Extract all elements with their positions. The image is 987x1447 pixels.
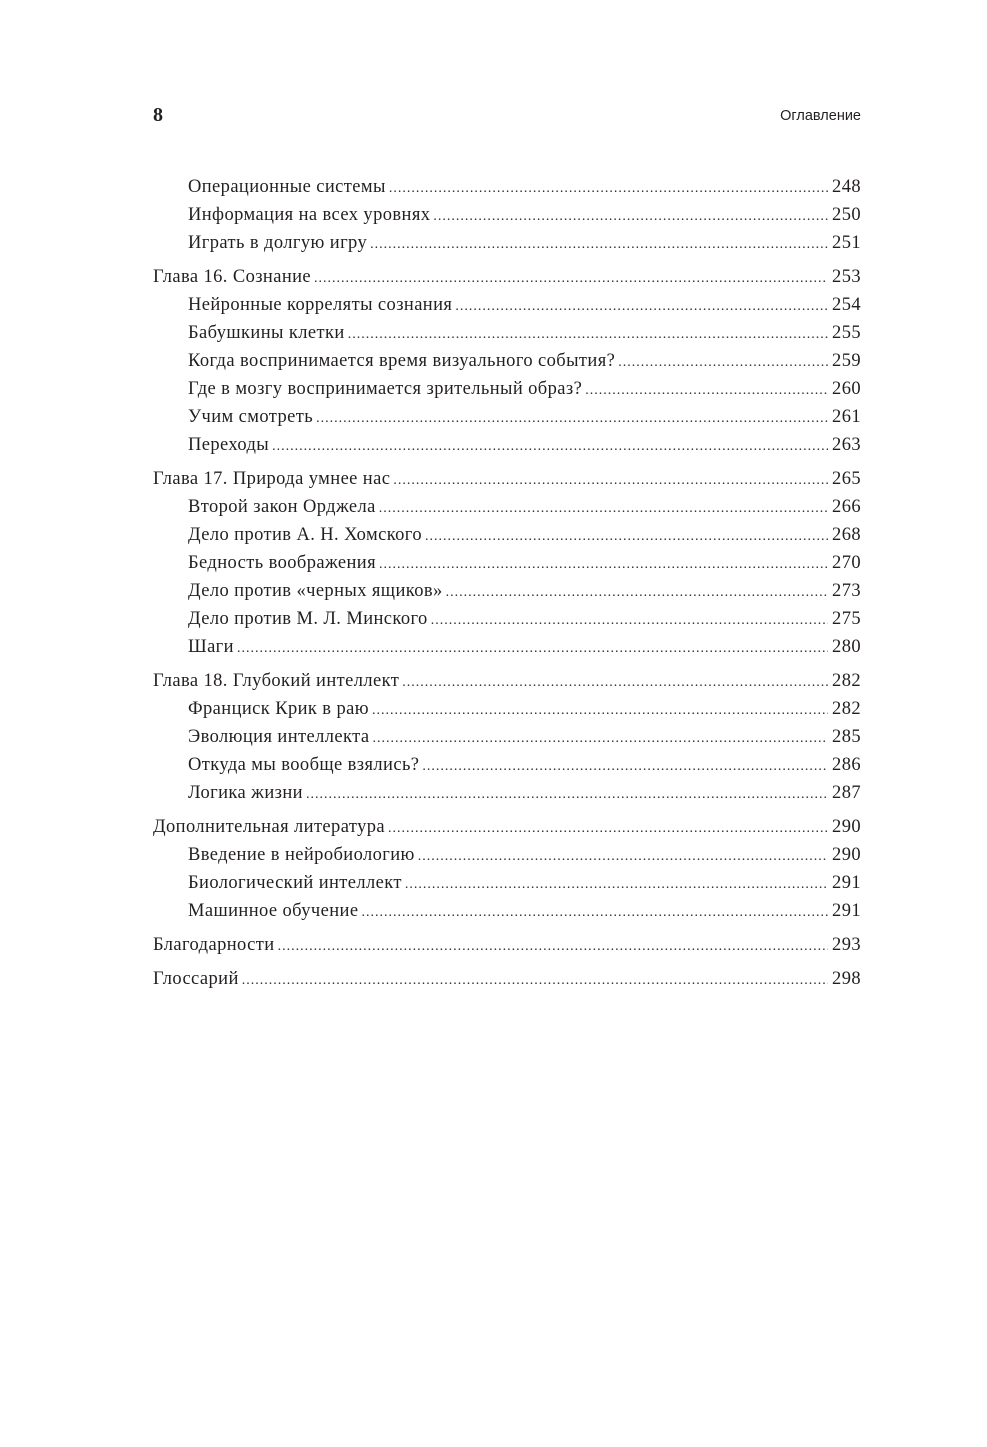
- toc-entry-page-number: 270: [832, 553, 861, 573]
- toc-entry-page-number: 266: [832, 497, 861, 517]
- dot-leader: [278, 933, 828, 961]
- dot-leader: [379, 495, 828, 523]
- dot-leader: [237, 635, 828, 663]
- toc-entry-page-number: 290: [832, 845, 861, 865]
- toc-entry-title: Глава 18. Глубокий интеллект: [153, 671, 400, 691]
- toc-chapter-entry[interactable]: [153, 813, 861, 841]
- dot-leader: [455, 293, 828, 321]
- toc-section-entry[interactable]: [153, 779, 861, 807]
- dot-leader: [372, 697, 828, 725]
- dot-leader: [314, 265, 828, 293]
- toc-entry-page-number: 250: [832, 205, 861, 225]
- toc-entry-page-number: 280: [832, 637, 861, 657]
- toc-entry-title: Когда воспринимается время визуального события?: [188, 351, 616, 371]
- dot-leader: [618, 349, 828, 377]
- running-header-title: Оглавление: [780, 108, 861, 124]
- toc-entry-title: Переходы: [188, 435, 270, 455]
- toc-entry-title: Глава 16. Сознание: [153, 267, 312, 287]
- toc-entry-title: Бедность воображения: [188, 553, 377, 573]
- toc-entry-page-number: 285: [832, 727, 861, 747]
- page-number: 8: [153, 104, 163, 126]
- toc-entry-title: Дело против «черных ящиков»: [188, 581, 443, 601]
- toc-entry-page-number: 261: [832, 407, 861, 427]
- toc-section-entry[interactable]: [153, 521, 861, 549]
- toc-entry-page-number: 273: [832, 581, 861, 601]
- dot-leader: [393, 467, 828, 495]
- dot-leader: [316, 405, 828, 433]
- toc-section-entry[interactable]: [153, 841, 861, 869]
- toc-section-entry[interactable]: [153, 577, 861, 605]
- toc-section-entry[interactable]: [153, 633, 861, 661]
- toc-section-entry[interactable]: [153, 173, 861, 201]
- dot-leader: [585, 377, 828, 405]
- toc-section-entry[interactable]: [153, 375, 861, 403]
- toc-section-entry[interactable]: [153, 751, 861, 779]
- toc-section-entry[interactable]: [153, 869, 861, 897]
- toc-section-entry[interactable]: [153, 897, 861, 925]
- dot-leader: [425, 523, 828, 551]
- dot-leader: [348, 321, 828, 349]
- dot-leader: [446, 579, 828, 607]
- toc-section-entry[interactable]: [153, 347, 861, 375]
- toc-chapter-entry[interactable]: [153, 931, 861, 959]
- toc-entry-title: Бабушкины клетки: [188, 323, 345, 343]
- dot-leader: [361, 899, 828, 927]
- toc-entry-page-number: 255: [832, 323, 861, 343]
- dot-leader: [372, 725, 828, 753]
- toc-entry-title: Эволюция интеллекта: [188, 727, 370, 747]
- toc-entry-title: Благодарности: [153, 935, 275, 955]
- toc-chapter-entry[interactable]: [153, 965, 861, 993]
- toc-entry-title: Откуда мы вообще взялись?: [188, 755, 420, 775]
- toc-section-entry[interactable]: [153, 431, 861, 459]
- toc-entry-title: Биологический интеллект: [188, 873, 402, 893]
- toc-entry-title: Учим смотреть: [188, 407, 314, 427]
- toc-entry-page-number: 282: [832, 671, 861, 691]
- toc-entry-page-number: 291: [832, 901, 861, 921]
- toc-entry-title: Информация на всех уровнях: [188, 205, 431, 225]
- dot-leader: [431, 607, 828, 635]
- toc-entry-title: Введение в нейробиологию: [188, 845, 415, 865]
- toc-entry-page-number: 275: [832, 609, 861, 629]
- toc-entry-page-number: 265: [832, 469, 861, 489]
- toc-entry-page-number: 248: [832, 177, 861, 197]
- toc-entry-page-number: 293: [832, 935, 861, 955]
- dot-leader: [370, 231, 828, 259]
- toc-entry-title: Логика жизни: [188, 783, 303, 803]
- toc-entry-page-number: 298: [832, 969, 861, 989]
- dot-leader: [433, 203, 828, 231]
- toc-entry-page-number: 290: [832, 817, 861, 837]
- toc-entry-page-number: 251: [832, 233, 861, 253]
- toc-entry-page-number: 287: [832, 783, 861, 803]
- toc-entry-page-number: 291: [832, 873, 861, 893]
- toc-entry-title: Дело против М. Л. Минского: [188, 609, 428, 629]
- toc-entry-title: Глава 17. Природа умнее нас: [153, 469, 391, 489]
- toc-entry-title: Где в мозгу воспринимается зрительный образ?: [188, 379, 583, 399]
- dot-leader: [405, 871, 828, 899]
- toc-chapter-entry[interactable]: [153, 667, 861, 695]
- toc-section-entry[interactable]: [153, 493, 861, 521]
- toc-section-entry[interactable]: [153, 201, 861, 229]
- toc-entry-title: Играть в долгую игру: [188, 233, 368, 253]
- toc-entry-title: Дополнительная литература: [153, 817, 385, 837]
- toc-entry-title: Франциск Крик в раю: [188, 699, 369, 719]
- dot-leader: [242, 967, 828, 995]
- toc-section-entry[interactable]: [153, 605, 861, 633]
- dot-leader: [422, 753, 828, 781]
- toc-entry-page-number: 254: [832, 295, 861, 315]
- dot-leader: [306, 781, 828, 809]
- toc-section-entry[interactable]: [153, 403, 861, 431]
- toc-section-entry[interactable]: [153, 319, 861, 347]
- toc-entry-title: Операционные системы: [188, 177, 386, 197]
- toc-section-entry[interactable]: [153, 723, 861, 751]
- toc-entry-page-number: 259: [832, 351, 861, 371]
- toc-section-entry[interactable]: [153, 229, 861, 257]
- dot-leader: [418, 843, 828, 871]
- toc-entry-title: Машинное обучение: [188, 901, 359, 921]
- toc-entry-title: Глоссарий: [153, 969, 239, 989]
- dot-leader: [379, 551, 828, 579]
- toc-entry-title: Шаги: [188, 637, 234, 657]
- toc-entry-page-number: 253: [832, 267, 861, 287]
- toc-entry-page-number: 268: [832, 525, 861, 545]
- toc-chapter-entry[interactable]: [153, 465, 861, 493]
- dot-leader: [272, 433, 828, 461]
- toc-entry-page-number: 263: [832, 435, 861, 455]
- toc-entry-page-number: 282: [832, 699, 861, 719]
- toc-section-entry[interactable]: [153, 549, 861, 577]
- toc-section-entry[interactable]: [153, 695, 861, 723]
- toc-entry-page-number: 286: [832, 755, 861, 775]
- table-of-contents: [153, 173, 861, 993]
- toc-chapter-entry[interactable]: [153, 263, 861, 291]
- toc-section-entry[interactable]: [153, 291, 861, 319]
- dot-leader: [402, 669, 828, 697]
- toc-entry-title: Дело против А. Н. Хомского: [188, 525, 422, 545]
- dot-leader: [388, 815, 828, 843]
- toc-entry-title: Нейронные корреляты сознания: [188, 295, 453, 315]
- toc-entry-title: Второй закон Орджела: [188, 497, 376, 517]
- toc-entry-page-number: 260: [832, 379, 861, 399]
- dot-leader: [389, 175, 828, 203]
